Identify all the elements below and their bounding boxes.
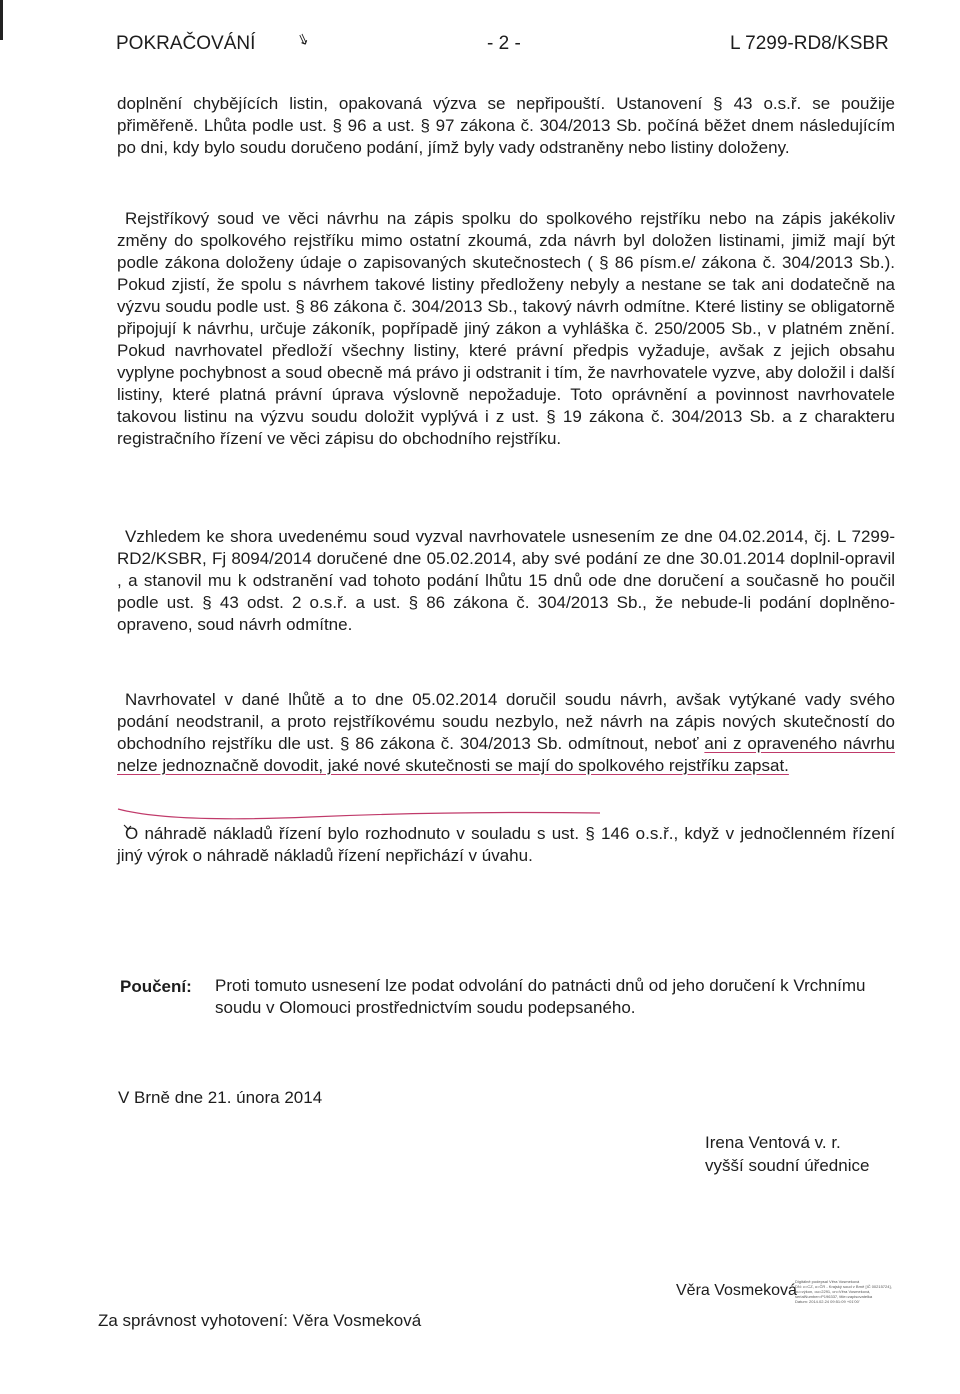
digital-signature-name: Věra Vosmeková	[676, 1282, 797, 1299]
digital-signature-line: serialNumber=P196337, title=zapisovatelka	[795, 1294, 873, 1299]
paragraph-5-text: O náhradě nákladů řízení bylo rozhodnuto v souladu s ust. § 146 o.s.ř., když v jednočlenném řízení jiný výrok o náhradě nákladů řízení nepřichází v úvahu.	[117, 824, 895, 865]
paragraph-2-text: Rejstříkový soud ve věci návrhu na zápis spolku do spolkového rejstříku nebo na zápis jakékoliv změny do spolkového rejstříku mimo ostatní zkoumá, zda návrh byl doložen listinami, jimiž mají být podle zákona doloženy údaje o zapisovaných skutečnostech ( § 86 písm.e/ zákona č. 304/2013 Sb.). Pokud zjistí, že spolu s návrhem takové listiny předloženy nebyly a nestane se tak ani dodatečně na výzvu soudu podle ust. § 86 zákona č. 304/2013 Sb., takový návrh odmítne. Které listiny se obligatorně připojují k návrhu, určuje zákoník, popřípadě jiný zákon a vyhláška č. 250/2005 Sb., v platném znění. Pokud navrhovatel předloží všechny listiny, které právní předpis vyžaduje, avšak z jejich obsahu vyplyne pochybnost a soud obecně má právo ji odstranit i tím, že navrhovatele vyzve, aby doložil i další listiny, které platná právní úprava výslovně nepožaduje. Toto oprávnění a povinnost navrhovatele takovou listinu na výzvu soudu doložit vyplývá i z ust. § 19 zákona č. 304/2013 Sb. a z charakteru registračního řízení ve věci zápisu do obchodního rejstříku.	[117, 209, 895, 448]
instruction-label: Poučení:	[120, 977, 192, 996]
paragraph-2	[117, 208, 895, 450]
digital-signature-line: ou=výkon, ou=2291, cn=Věra Vosmeková,	[795, 1289, 871, 1294]
signatory-name: Irena Ventová v. r.	[705, 1133, 841, 1152]
paragraph-5	[117, 823, 895, 867]
scan-edge-mark	[0, 0, 3, 40]
digital-signature-line: Datum: 2014.02.24 09:51:09 +01'00'	[795, 1299, 860, 1304]
pen-underlined-text: ani z opraveného návrhu nelze jednoznačně dovodit, jaké nové skutečnosti se mají do spolkového rejstříku zapsat.	[117, 734, 895, 775]
scan-mark-icon: ⇘	[294, 29, 312, 50]
paragraph-3	[117, 526, 895, 636]
certification-line: Za správnost vyhotovení: Věra Vosmeková	[98, 1311, 422, 1330]
digital-signature-details	[795, 1279, 910, 1304]
case-number: L 7299-RD8/KSBR	[730, 33, 889, 54]
header-continuation-label: POKRAČOVÁNÍ	[116, 33, 256, 54]
digital-signature-line: DN: c=CZ, o=ČR - Krajský soud v Brně [IČ 00215724],	[795, 1284, 892, 1289]
signatory-title: vyšší soudní úřednice	[705, 1156, 870, 1175]
paragraph-1	[117, 93, 895, 159]
paragraph-3-text: Vzhledem ke shora uvedenému soud vyzval navrhovatele usnesením ze dne 04.02.2014, čj. L 7299-RD2/KSBR, Fj 8094/2014 doručené dne 05.02.2014, aby své podání ze dne 30.01.2014 doplnil-opravil , a stanovil mu k odstranění vad tohoto podání lhůtu 15 dnů ode dne doručení a současně ho poučil podle ust. § 43 odst. 2 o.s.ř. a ust. § 86 zákona č. 304/2013 Sb., že nebude-li podání doplněno-opraveno, soud návrh odmítne.	[117, 527, 895, 634]
digital-signature-line: Digitálně podepsal Věra Vosmeková	[795, 1279, 860, 1284]
place-date: V Brně dne 21. února 2014	[118, 1088, 323, 1107]
instruction-text: Proti tomuto usnesení lze podat odvolání do patnácti dnů od jeho doručení k Vrchnímu soudu v Olomouci prostřednictvím soudu podepsaného.	[215, 976, 866, 1017]
paragraph-4-plain-text: Navrhovatel v dané lhůtě a to dne 05.02.2014 doručil soudu návrh, avšak vytýkané vady svého podání neodstranil, a proto rejstříkovému soudu nezbylo, než návrh na zápis nových skutečností do obchodního rejstříku dle ust. § 86 zákona č. 304/2013 Sb. odmítnout, neboť	[117, 690, 895, 753]
paragraph-4-text	[117, 689, 895, 777]
paragraph-4	[117, 689, 895, 777]
paragraph-1-text: doplnění chybějících listin, opakovaná výzva se nepřipouští. Ustanovení § 43 o.s.ř. se použije přiměřeně. Lhůta podle ust. § 96 a ust. § 97 zákona č. 304/2013 Sb. počíná běžet dnem následujícím po dni, kdy bylo soudu doručeno podání, jímž byly vady odstraněny nebo listiny doloženy.	[117, 94, 895, 157]
page-number: - 2 -	[487, 33, 521, 54]
